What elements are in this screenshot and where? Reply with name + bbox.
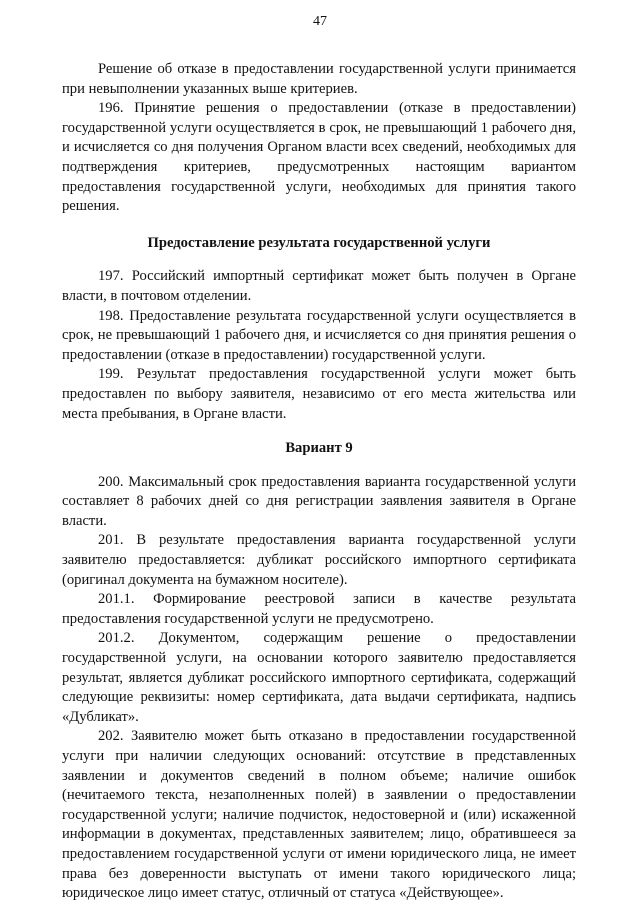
paragraph-196: 196. Принятие решения о предоставлении (отказе в предоставлении) государственной услуги осуществляется в срок, не превышающий 1 рабочего дня, и исчисляется со дня получения Органом власти всех сведений, необходимых для подтверждения критериев, предусмотренных настоящим вариантом предоставления государственной услуги, необходимых для принятия такого решения. bbox=[62, 100, 576, 215]
paragraph-197: 197. Российский импортный сертификат может быть получен в Органе власти, в почтовом отделении. bbox=[62, 268, 576, 304]
paragraph-201-2: 201.2. Документом, содержащим решение о предоставлении государственной услуги, на основании которого заявителю предоставляется результат, является дубликат российского импортного сертификата, содержащий следующие реквизиты: номер сертификата, дата выдачи сертификата, надпись «Дубликат». bbox=[62, 630, 576, 725]
page-number: 47 bbox=[313, 14, 327, 29]
section-heading-variant-9: Вариант 9 bbox=[285, 440, 353, 457]
section-heading-result: Предоставление результата государственной услуги bbox=[147, 234, 491, 251]
paragraph-200: 200. Максимальный срок предоставления варианта государственной услуги составляет 8 рабочих дней со дня регистрации заявления заявителя в Органе власти. bbox=[62, 473, 576, 529]
paragraph-199: 199. Результат предоставления государственной услуги может быть предоставлен по выбору заявителя, независимо от его места жительства или места пребывания, в Органе власти. bbox=[62, 366, 576, 422]
paragraph-202: 202. Заявителю может быть отказано в предоставлении государственной услуги при наличии следующих оснований: отсутствие в представленных заявлении и документов сведений в полном объеме; наличие ошибок (нечитаемого текста, незаполненных полей) в заявлении о предоставлении государственной услуги; наличие подчисток, недостоверной и (или) искаженной информации в документах, представленных заявителем; лицо, обратившееся за предоставлением государственной услуги от имени юридического лица, не имеет права без доверенности выступать от имени такого юридического лица; юридическое лицо имеет статус, отличный от статуса «Действующее». bbox=[62, 728, 576, 902]
document-body bbox=[62, 60, 576, 904]
paragraph-refusal-decision: Решение об отказе в предоставлении государственной услуги принимается при невыполнении указанных выше критериев. bbox=[62, 61, 576, 97]
paragraph-201: 201. В результате предоставления варианта государственной услуги заявителю предоставляется: дубликат российского импортного сертификата (оригинал документа на бумажном носителе). bbox=[62, 532, 576, 588]
paragraph-201-1: 201.1. Формирование реестровой записи в качестве результата предоставления государственной услуги не предусмотрено. bbox=[62, 591, 576, 627]
paragraph-198: 198. Предоставление результата государственной услуги осуществляется в срок, не превышающий 1 рабочего дня, и исчисляется со дня принятия решения о предоставлении (отказе в предоставлении) государственной услуги. bbox=[62, 307, 576, 363]
